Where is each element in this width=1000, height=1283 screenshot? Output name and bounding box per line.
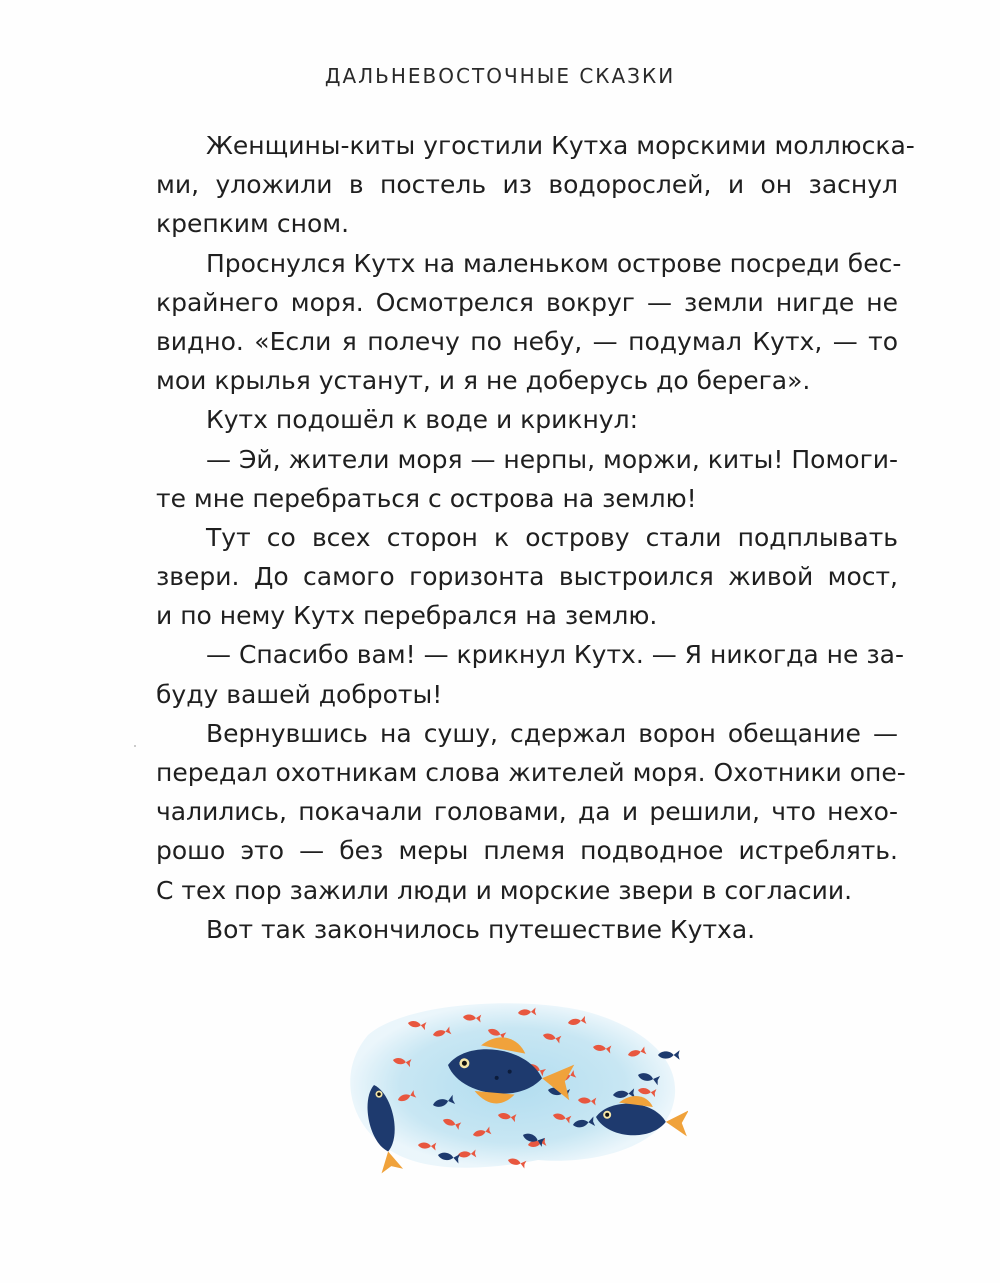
text-line: Кутх подошёл к воде и крикнул: [206, 405, 638, 435]
text-line: Вот так закончилось путешествие Кутха. [206, 914, 756, 944]
text-line: Женщины-киты угостили Кутха морскими моллюска- [206, 131, 915, 160]
text-line: буду вашей доброты! [156, 679, 443, 709]
text-line: крайнего моря. Осмотрелся вокруг — земли нигде не [156, 287, 898, 317]
story-text [156, 126, 915, 949]
text-line: звери. До самого горизонта выстроился живой мост, [156, 562, 898, 592]
text-line: видно. «Если я полечу по небу, — подумал Кутх, — то [156, 326, 898, 356]
text-line: ми, уложили в постель из водорослей, и он заснул [156, 170, 898, 200]
fish-school-illustration [338, 995, 688, 1180]
text-line: рошо это — без меры племя подводное истреблять. [156, 836, 898, 866]
text-line: крепким сном. [156, 209, 350, 239]
speck [134, 745, 136, 747]
text-line: Вернувшись на сушу, сдержал ворон обещание — [206, 718, 898, 748]
text-line: те мне перебраться с острова на землю! [156, 483, 697, 513]
text-line: С тех пор зажили люди и морские звери в согласии. [156, 875, 853, 905]
text-line: мои крылья устанут, и я не доберусь до берега». [156, 366, 811, 396]
running-title: ДАЛЬНЕВОСТОЧНЫЕ СКАЗКИ [324, 64, 676, 88]
text-line: передал охотникам слова жителей моря. Охотники опе- [156, 758, 906, 787]
text-line: — Спасибо вам! — крикнул Кутх. — Я никогда не за- [206, 640, 904, 670]
text-line: и по нему Кутх перебрался на землю. [156, 601, 658, 631]
text-line: — Эй, жители моря — нерпы, моржи, киты! Помоги- [206, 444, 898, 474]
text-line: Тут со всех сторон к острову стали подплывать [206, 522, 898, 552]
text-line: чалились, покачали головами, да и решили, что нехо- [156, 797, 898, 827]
text-line: Проснулся Кутх на маленьком острове посреди бес- [206, 248, 902, 278]
